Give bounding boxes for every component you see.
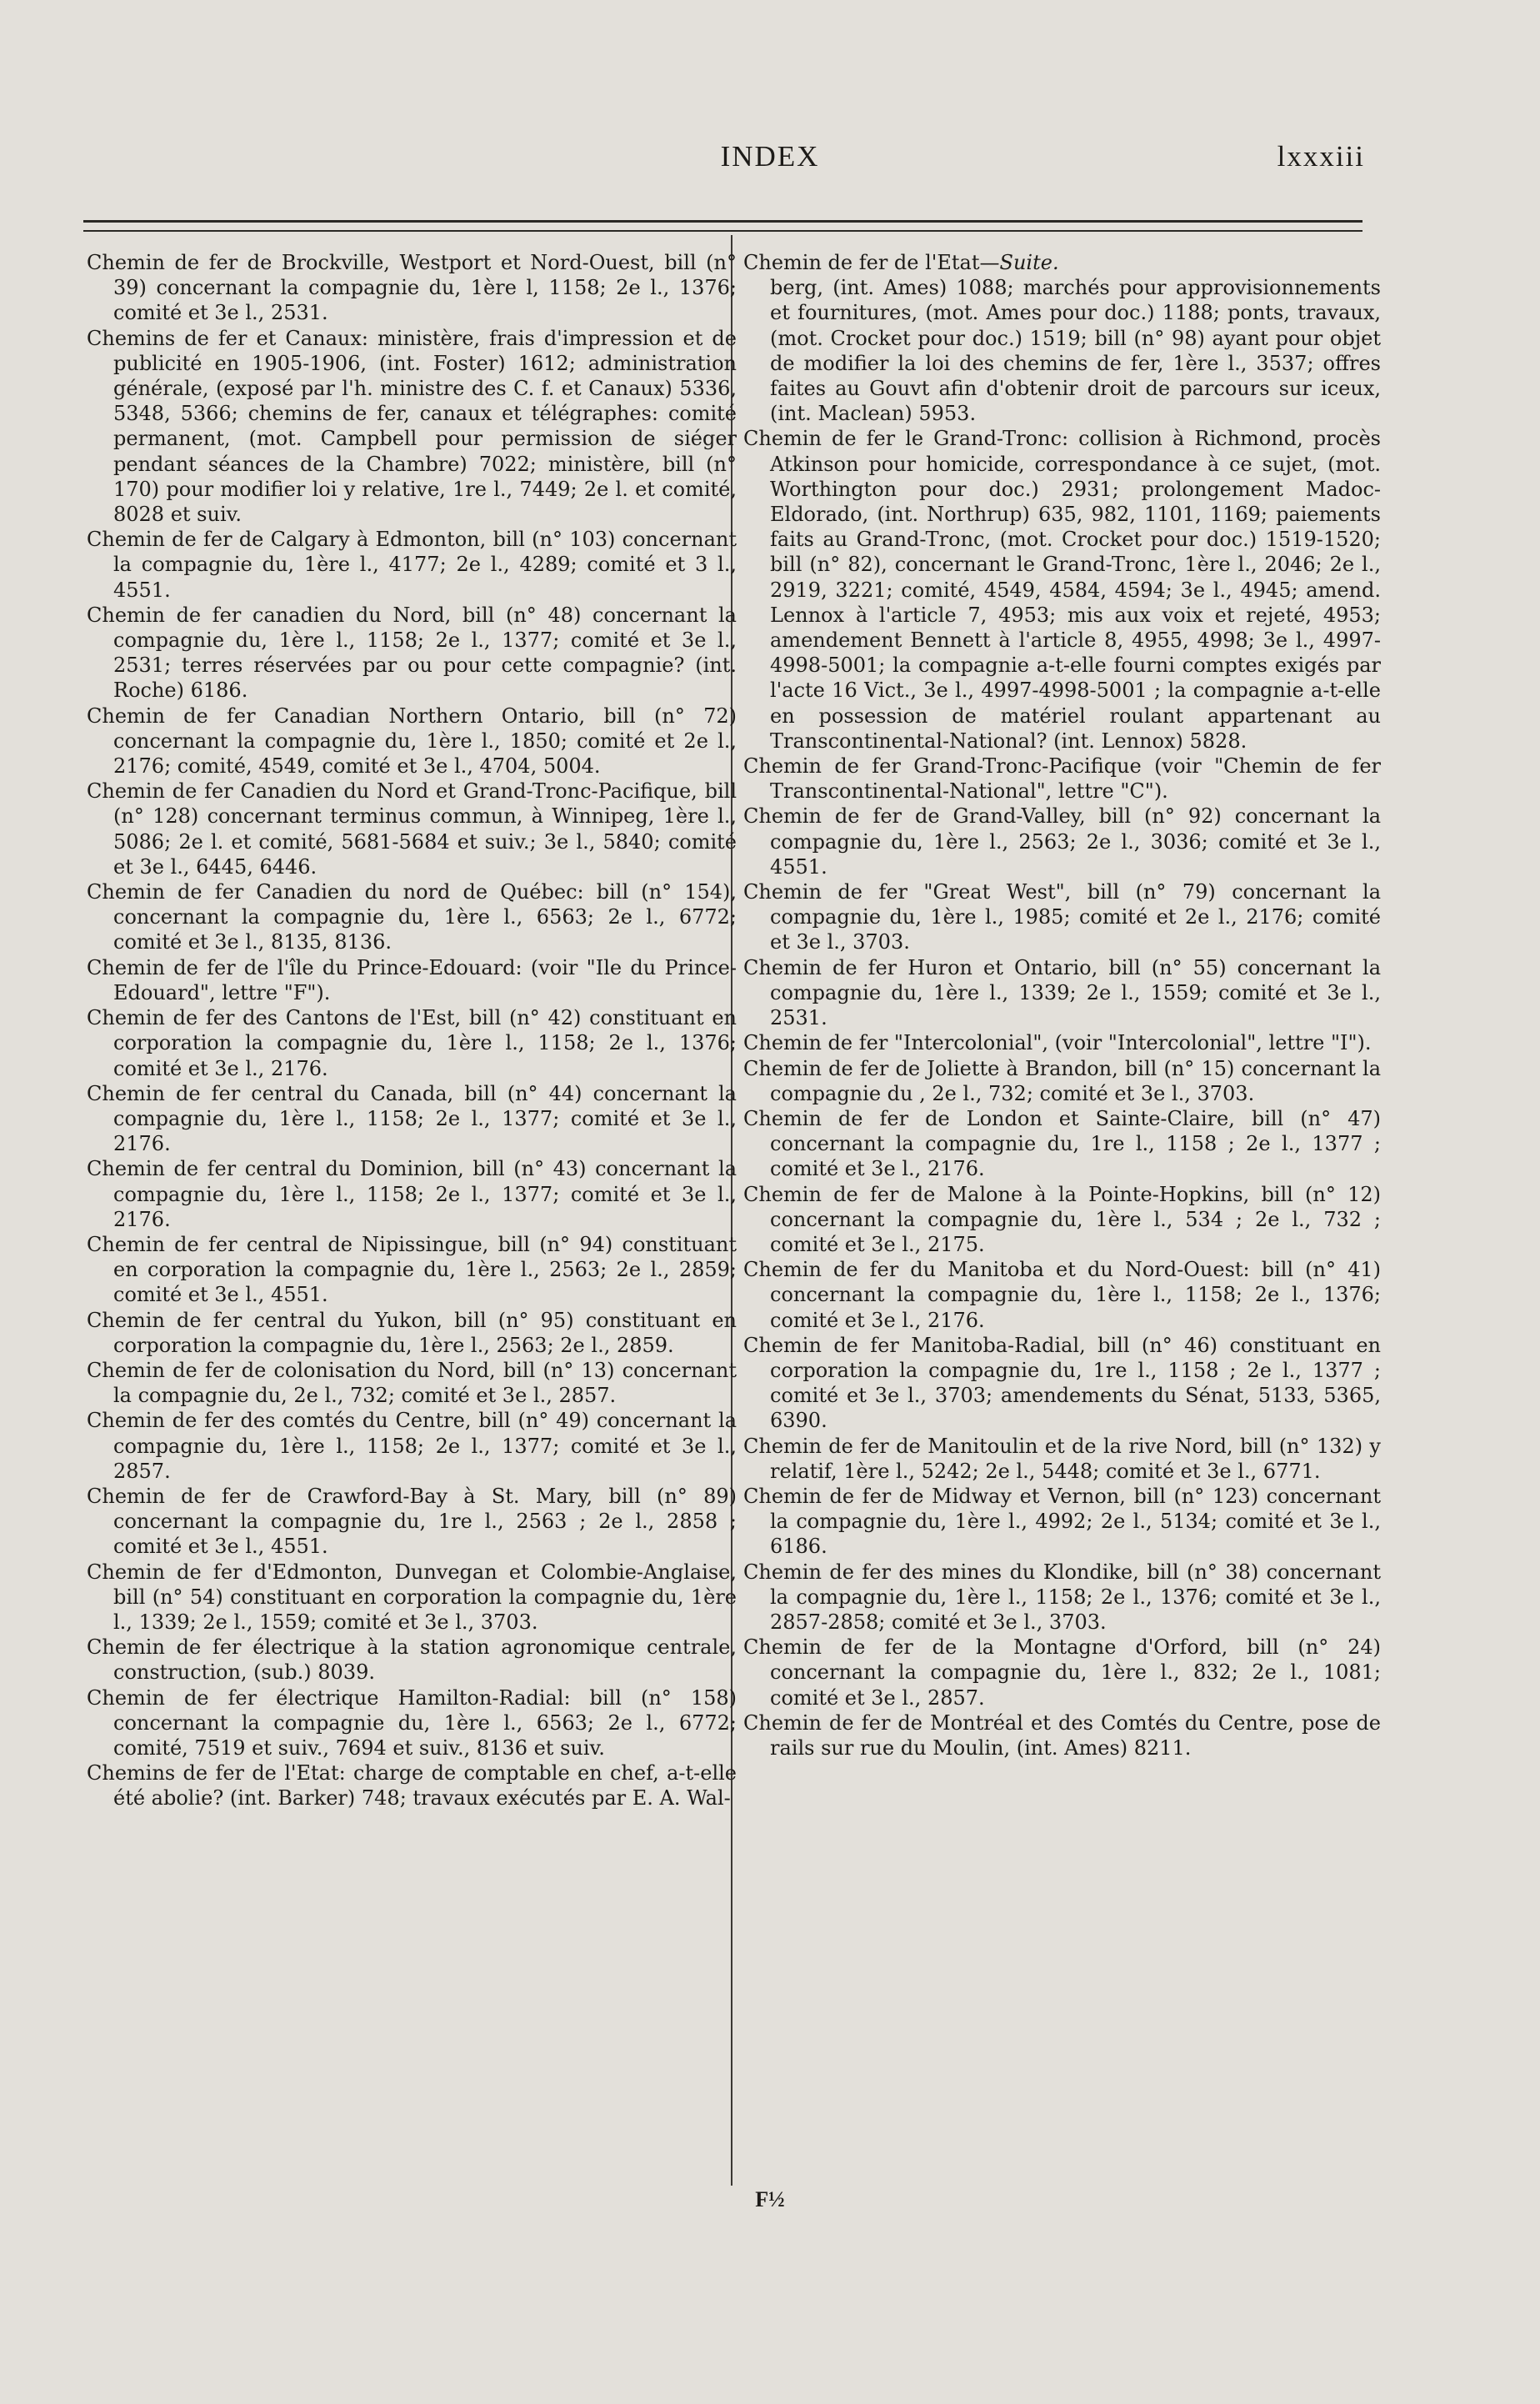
index-entry: Chemin de fer Canadian Northern Ontario, bill (n° 72) concernant la compagnie du, 1ère l., 1850; comité et 2e l., 2176; comité, 4549, comité et 3e l., 4704, 5004.: [87, 704, 737, 779]
index-entry: Chemin de fer "Intercolonial", (voir "Intercolonial", lettre "I").: [743, 1031, 1372, 1055]
index-entry: Chemin de fer des Cantons de l'Est, bill (n° 42) constituant en corporation la compagnie du, 1ère l., 1158; 2e l., 1376; comité et 3e l., 2176.: [87, 1006, 737, 1080]
left-column: [87, 250, 737, 1811]
index-entry: Chemin de fer du Manitoba et du Nord-Ouest: bill (n° 41) concernant la compagnie du, 1ère l., 1158; 2e l., 1376; comité et 3e l., 2176.: [743, 1258, 1381, 1332]
index-entry: Chemin de fer de Grand-Valley, bill (n° 92) concernant la compagnie du, 1ère l., 2563; 2e l., 3036; comité et 3e l., 4551.: [743, 804, 1381, 879]
continued-entry-heading: [743, 250, 1381, 275]
index-entry: Chemin de fer "Great West", bill (n° 79) concernant la compagnie du, 1ère l., 1985; comité et 2e l., 2176; comité et 3e l., 3703.: [743, 880, 1381, 954]
index-entry: Chemin de fer central du Dominion, bill (n° 43) concernant la compagnie du, 1ère l., 1158; 2e l., 1377; comité et 3e l., 2176.: [87, 1157, 737, 1231]
index-entry: Chemin de fer de l'île du Prince-Edouard: (voir "Ile du Prince-Edouard", lettre "F").: [87, 955, 737, 1004]
index-entry: Chemin de fer de Calgary à Edmonton, bill (n° 103) concernant la compagnie du, 1ère l., 4177; 2e l., 4289; comité et 3 l., 4551.: [87, 528, 737, 602]
index-entry: Chemin de fer de Brockville, Westport et Nord-Ouest, bill (n° 39) concernant la compagnie du, 1ère l, 1158; 2e l., 1376; comité et 3e l., 2531.: [87, 251, 737, 325]
index-entry: Chemin de fer Huron et Ontario, bill (n° 55) concernant la compagnie du, 1ère l., 1339; 2e l., 1559; comité et 3e l., 2531.: [743, 955, 1381, 1030]
index-entry: Chemin de fer électrique à la station agronomique centrale, construction, (sub.) 8039.: [87, 1635, 737, 1685]
index-entry: Chemin de fer canadien du Nord, bill (n° 48) concernant la compagnie du, 1ère l., 1158; 2e l., 1377; comité et 3e l., 2531; terres réservées par ou pour cette compagnie? (int. Roche) 6186.: [87, 603, 737, 703]
index-entry: Chemin de fer de London et Sainte-Claire, bill (n° 47) concernant la compagnie du, 1re l., 1158 ; 2e l., 1377 ; comité et 3e l., 2176.: [743, 1106, 1381, 1181]
index-entry: Chemin de fer Manitoba-Radial, bill (n° 46) constituant en corporation la compagnie du, 1re l., 1158 ; 2e l., 1377 ; comité et 3e l., 3703; amendements du Sénat, 5133, 5365, 6390.: [743, 1333, 1381, 1433]
index-entry: Chemin de fer Canadien du nord de Québec: bill (n° 154), concernant la compagnie du, 1ère l., 6563; 2e l., 6772; comité et 3e l., 8135, 8136.: [87, 880, 737, 954]
header-rule-thin: [83, 230, 1362, 232]
index-entry: Chemin de fer d'Edmonton, Dunvegan et Colombie-Anglaise, bill (n° 54) constituant en corporation la compagnie du, 1ère l., 1339; 2e l., 1559; comité et 3e l., 3703.: [87, 1560, 737, 1634]
index-entry: Chemin de fer central du Yukon, bill (n° 95) constituant en corporation la compagnie du, 1ère l., 2563; 2e l., 2859.: [87, 1308, 737, 1357]
index-entry: Chemin de fer des mines du Klondike, bill (n° 38) concernant la compagnie du, 1ère l., 1158; 2e l., 1376; comité et 3e l., 2857-2858; comité et 3e l., 3703.: [743, 1560, 1381, 1634]
page-number: lxxxiii: [1277, 140, 1365, 173]
page-header: [0, 140, 1540, 190]
continued-heading-text: Chemin de fer de l'Etat—: [743, 251, 1000, 274]
index-entry: Chemin de fer central du Canada, bill (n° 44) concernant la compagnie du, 1ère l., 1158; 2e l., 1377; comité et 3e l., 2176.: [87, 1081, 737, 1156]
continued-entry-text: berg, (int. Ames) 1088; marchés pour approvisionnements et fournitures, (mot. Ames pour doc.) 1188; ponts, travaux, (mot. Crocket pour doc.) 1519; bill (n° 98) ayant pour objet de modifier la loi des chemins de fer, 1ère l., 3537; offres faites au Gouvt afin d'obtenir droit de parcours sur iceux, (int. Maclean) 5953.: [770, 276, 1381, 426]
signature-mark: F½: [755, 2187, 785, 2211]
index-entry: Chemin de fer central de Nipissingue, bill (n° 94) constituant en corporation la compagnie du, 1ère l., 2563; 2e l., 2859; comité et 3e l., 4551.: [87, 1232, 737, 1307]
index-entry: Chemin de fer de la Montagne d'Orford, bill (n° 24) concernant la compagnie du, 1ère l., 832; 2e l., 1081; comité et 3e l., 2857.: [743, 1635, 1381, 1710]
index-entry: Chemin de fer électrique Hamilton-Radial: bill (n° 158) concernant la compagnie du, 1ère l., 6563; 2e l., 6772; comité, 7519 et suiv., 7694 et suiv., 8136 et suiv.: [87, 1685, 737, 1760]
index-entry: Chemin de fer de Manitoulin et de la rive Nord, bill (n° 132) y relatif, 1ère l., 5242; 2e l., 5448; comité et 3e l., 6771.: [743, 1434, 1381, 1483]
index-entry: Chemin de fer de Malone à la Pointe-Hopkins, bill (n° 12) concernant la compagnie du, 1ère l., 534 ; 2e l., 732 ; comité et 3e l., 2175.: [743, 1182, 1381, 1256]
index-entry: Chemin de fer le Grand-Tronc: collision à Richmond, procès Atkinson pour homicide, correspondance à ce sujet, (mot. Worthington pour doc.) 2931; prolongement Madoc-Eldorado, (int. Northrup) 635, 982, 1101, 1169; paiements faits au Grand-Tronc, (mot. Crocket pour doc.) 1519-1520; bill (n° 82), concernant le Grand-Tronc, 1ère l., 2046; 2e l., 2919, 3221; comité, 4549, 4584, 4594; 3e l., 4945; amend. Lennox à l'article 7, 4953; mis aux voix et rejeté, 4953; amendement Bennett à l'article 8, 4955, 4998; 3e l., 4997-4998-5001; la compagnie a-t-elle fourni comptes exigés par l'acte 16 Vict., 3e l., 4997-4998-5001 ; la compagnie a-t-elle en possession de matériel roulant appartenant au Transcontinental-National? (int. Lennox) 5828.: [743, 427, 1381, 753]
right-column: [743, 250, 1381, 1760]
index-entry: Chemins de fer et Canaux: ministère, frais d'impression et de publicité en 1905-1906, (int. Foster) 1612; administration générale, (exposé par l'h. ministre des C. f. et Canaux) 5336, 5348, 5366; chemins de fer, canaux et télégraphes: comité permanent, (mot. Campbell pour permission de siéger pendant séances de la Chambre) 7022; ministère, bill (n° 170) pour modifier loi y relative, 1re l., 7449; 2e l. et comité, 8028 et suiv.: [87, 326, 737, 527]
index-entry: Chemin de fer de colonisation du Nord, bill (n° 13) concernant la compagnie du, 2e l., 732; comité et 3e l., 2857.: [87, 1358, 737, 1408]
index-entry: Chemin de fer de Crawford-Bay à St. Mary, bill (n° 89) concernant la compagnie du, 1re l., 2563 ; 2e l., 2858 ; comité et 3e l., 4551.: [87, 1484, 737, 1559]
index-entry: Chemin de fer des comtés du Centre, bill (n° 49) concernant la compagnie du, 1ère l., 1158; 2e l., 1377; comité et 3e l., 2857.: [87, 1409, 737, 1483]
index-entry: Chemin de fer Grand-Tronc-Pacifique (voir "Chemin de fer Transcontinental-National", lettre "C").: [743, 754, 1381, 804]
index-entry: Chemin de fer Canadien du Nord et Grand-Tronc-Pacifique, bill (n° 128) concernant terminus commun, à Winnipeg, 1ère l., 5086; 2e l. et comité, 5681-5684 et suiv.; 3e l., 5840; comité et 3e l., 6445, 6446.: [87, 779, 737, 879]
page-title: INDEX: [720, 140, 820, 173]
index-entry: Chemin de fer de Midway et Vernon, bill (n° 123) concernant la compagnie du, 1ère l., 4992; 2e l., 5134; comité et 3e l., 6186.: [743, 1484, 1381, 1559]
header-rule-thick: [83, 220, 1362, 223]
continued-suffix: Suite.: [999, 251, 1059, 274]
index-entry: Chemins de fer de l'Etat: charge de comptable en chef, a-t-elle été abolie? (int. Barker) 748; travaux exécutés par E. A. Wal-: [87, 1761, 737, 1811]
index-entry: Chemin de fer de Joliette à Brandon, bill (n° 15) concernant la compagnie du , 2e l., 732; comité et 3e l., 3703.: [743, 1056, 1381, 1105]
index-entry: Chemin de fer de Montréal et des Comtés du Centre, pose de rails sur rue du Moulin, (int. Ames) 8211.: [743, 1710, 1381, 1760]
